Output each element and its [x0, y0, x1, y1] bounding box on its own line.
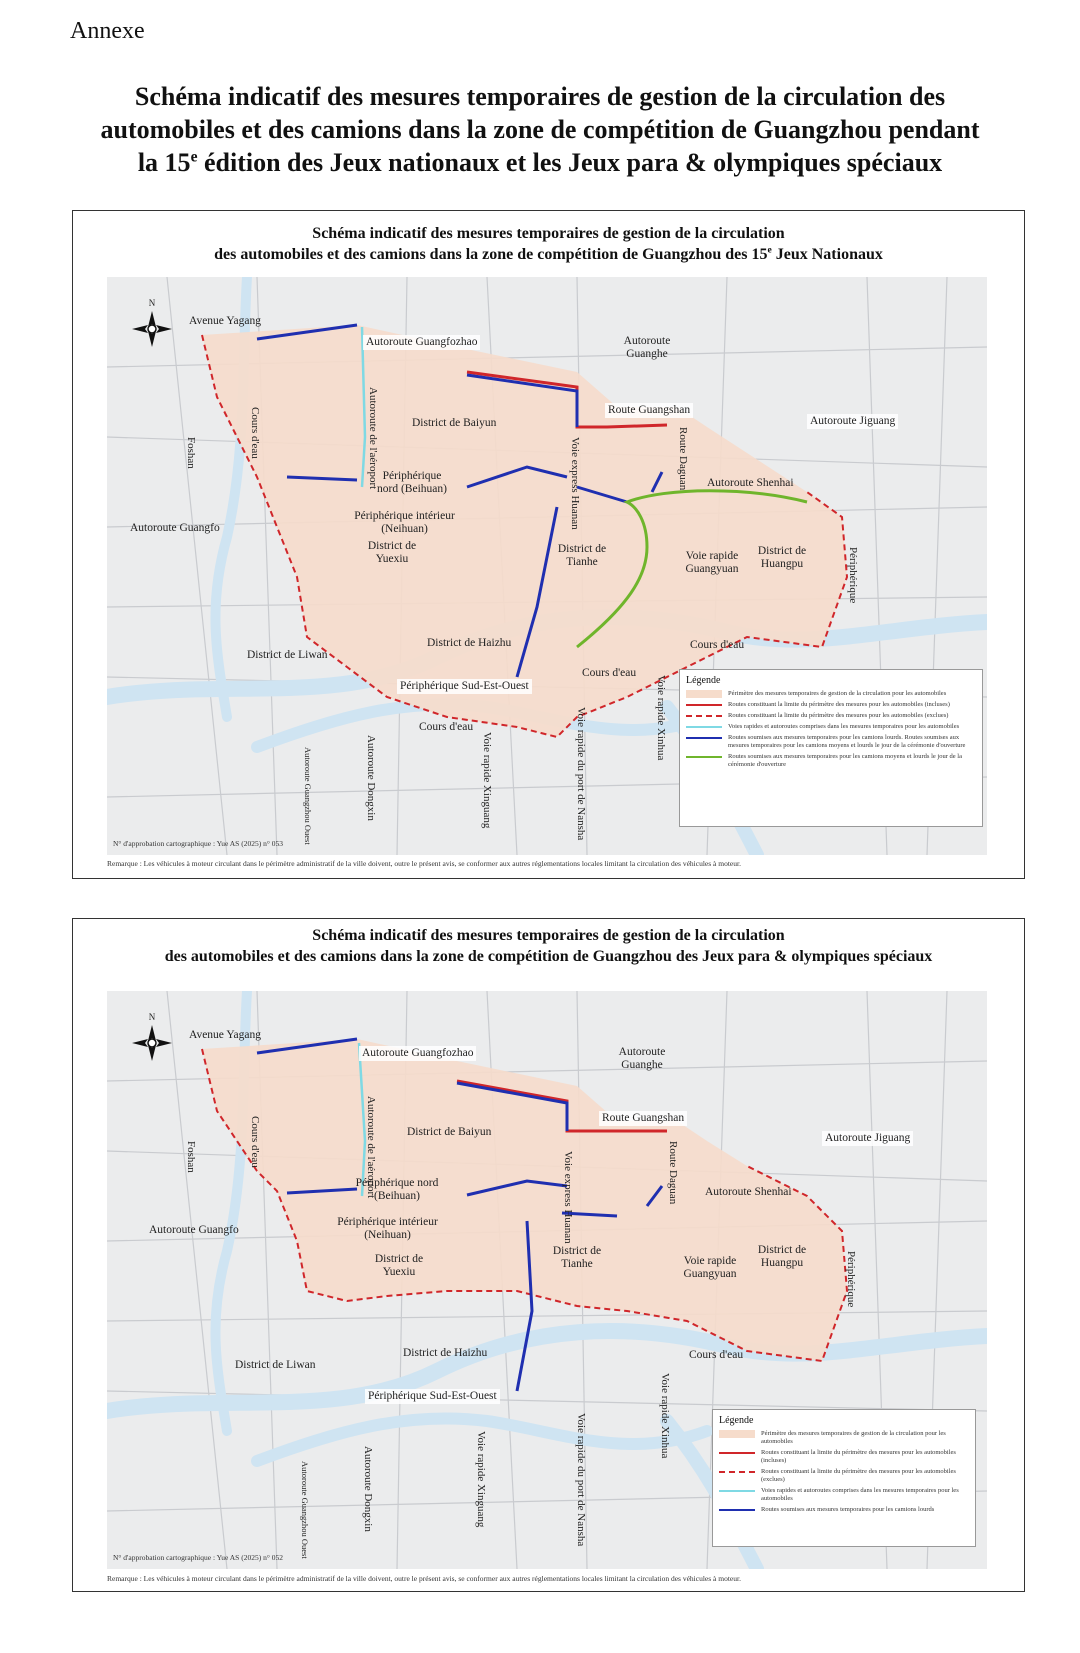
map-1-title-line-1: Schéma indicatif des mesures temporaires de gestion de la circulation — [312, 225, 785, 242]
label-route-daguan: Route Daguan — [677, 427, 689, 491]
document-title-line-3 — [40, 146, 1040, 179]
legend-swatch-cyan — [719, 1487, 755, 1495]
label-district-baiyun: District de Baiyun — [412, 417, 497, 429]
label-autoroute-shenhai: Autoroute Shenhai — [707, 477, 794, 489]
legend-text: Routes constituant la limite du périmètre des mesures pour les automobiles (incluses) — [728, 701, 950, 708]
map-1-title-line-2 — [73, 244, 1024, 265]
legend-swatch-blue — [686, 734, 722, 742]
legend-swatch-red-dashed — [686, 712, 722, 720]
label-avenue-yagang: Avenue Yagang — [189, 315, 261, 327]
label-district-yuexiu: District de Yuexiu — [367, 540, 417, 565]
label-avenue-yagang: Avenue Yagang — [189, 1029, 261, 1041]
label-voie-rapide-guangyuan: Voie rapide Guangyuan — [683, 1255, 737, 1280]
legend-swatch-cyan — [686, 723, 722, 731]
legend-swatch-perimeter — [719, 1430, 755, 1438]
map-1-approval-number: N° d'approbation cartographique : Yue AS (2025) n° 053 — [113, 839, 283, 848]
legend-row — [686, 690, 976, 698]
label-district-huangpu: District de Huangpu — [757, 1244, 807, 1269]
label-district-baiyun: District de Baiyun — [407, 1126, 492, 1138]
label-autoroute-guangfo: Autoroute Guangfo — [149, 1224, 239, 1236]
label-autoroute-guanghe: Autoroute Guanghe — [618, 1046, 666, 1071]
label-autoroute-guangzhou-ouest: Autoroute Guangzhou Ouest — [303, 747, 313, 845]
label-district-liwan: District de Liwan — [235, 1359, 316, 1371]
label-autoroute-dongxin: Autoroute Dongxin — [365, 735, 377, 821]
label-cours-deau-east: Cours d'eau — [689, 1349, 744, 1361]
legend-text: Routes constituant la limite du périmètre des mesures pour les automobiles (exclues) — [761, 1468, 956, 1483]
legend-text: Voies rapides et autoroutes comprises dans les mesures temporaires pour les automobiles — [761, 1487, 959, 1502]
legend-row — [686, 753, 976, 769]
label-peripherique-interieur: Périphérique intérieur (Neihuan) — [354, 510, 455, 535]
label-voie-rapide-xinguang: Voie rapide Xinguang — [475, 1431, 487, 1528]
legend-row — [686, 712, 976, 720]
legend-swatch-red-solid — [719, 1449, 755, 1457]
label-district-tianhe: District de Tianhe — [552, 1245, 602, 1270]
north-label: N — [148, 1012, 156, 1022]
label-district-yuexiu: District de Yuexiu — [374, 1253, 424, 1278]
label-autoroute-dongxin: Autoroute Dongxin — [362, 1446, 374, 1532]
label-district-tianhe: District de Tianhe — [557, 543, 607, 568]
title-line-3-part-b: édition des Jeux nationaux et les Jeux para & olympiques spéciaux — [197, 148, 943, 177]
legend-title: Légende — [686, 675, 721, 686]
label-peripherique-east: Périphérique — [845, 1251, 857, 1308]
annex-label: Annexe — [70, 18, 145, 44]
legend-row — [719, 1449, 969, 1465]
label-route-guangshan: Route Guangshan — [599, 1111, 687, 1126]
label-autoroute-guangfozhao: Autoroute Guangfozhao — [359, 1046, 476, 1061]
map-panel-1 — [72, 210, 1025, 879]
label-foshan: Foshan — [185, 437, 197, 469]
label-peripherique-interieur: Périphérique intérieur (Neihuan) — [337, 1216, 438, 1241]
label-autoroute-shenhai: Autoroute Shenhai — [705, 1186, 792, 1198]
label-cours-deau-mid: Cours d'eau — [582, 667, 637, 679]
map-1-title-part-b: Jeux Nationaux — [771, 246, 883, 263]
legend-row — [719, 1430, 969, 1446]
north-label: N — [148, 298, 156, 308]
label-district-huangpu: District de Huangpu — [757, 545, 807, 570]
label-autoroute-aeroport: Autoroute de l'aéroport — [367, 387, 379, 490]
map-2-title-line-2: des automobiles et des camions dans la zone de compétition de Guangzhou des Jeux para & olympiques spéciaux — [164, 948, 933, 965]
legend-swatch-red-dashed — [719, 1468, 755, 1476]
label-cours-deau-west: Cours d'eau — [249, 1116, 261, 1168]
perimeter-zone — [202, 1039, 847, 1361]
label-voie-rapide-nansha: Voie rapide du port de Nansha — [575, 707, 587, 841]
north-arrow-icon — [129, 297, 175, 353]
north-arrow-icon — [129, 1011, 175, 1067]
legend-text: Voies rapides et autoroutes comprises dans les mesures temporaires pour les automobiles — [728, 723, 960, 730]
map-2-approval-number: N° d'approbation cartographique : Yue AS (2025) n° 052 — [113, 1553, 283, 1562]
legend-text: Routes soumises aux mesures temporaires pour les camions moyens et lourds le jour de la cérémonie d'ouverture — [728, 753, 962, 768]
label-peripherique-nord: Périphérique nord (Beihuan) — [377, 470, 447, 495]
legend-text: Routes constituant la limite du périmètre des mesures pour les automobiles (incluses) — [761, 1449, 956, 1464]
map-1-legend — [679, 669, 983, 827]
map-1-title-part-a: des automobiles et des camions dans la zone de compétition de Guangzhou des 15 — [214, 246, 768, 263]
label-voie-rapide-xinhua: Voie rapide Xinhua — [655, 675, 667, 761]
label-route-daguan: Route Daguan — [667, 1141, 679, 1205]
label-voie-express-huanan: Voie express Huanan — [562, 1151, 574, 1244]
label-voie-rapide-guangyuan: Voie rapide Guangyuan — [685, 550, 739, 575]
label-autoroute-jiguang: Autoroute Jiguang — [822, 1131, 913, 1146]
map-2-title-line-1: Schéma indicatif des mesures temporaires de gestion de la circulation — [312, 927, 785, 944]
label-district-haizhu: District de Haizhu — [427, 637, 512, 649]
label-cours-deau-west: Cours d'eau — [249, 407, 261, 459]
map-2-remark: Remarque : Les véhicules à moteur circulant dans le périmètre administratif de la ville doivent, outre le présent avis, se conformer aux autres réglementations locales limitant la circulation des véhicules à moteur. — [107, 1574, 741, 1583]
document-title-line-2: automobiles et des camions dans la zone de compétition de Guangzhou pendant — [100, 115, 980, 144]
label-voie-express-huanan: Voie express Huanan — [569, 437, 581, 530]
legend-text: Périmètre des mesures temporaires de gestion de la circulation pour les automobiles — [728, 690, 947, 697]
label-peripherique-sud-est-ouest: Périphérique Sud-Est-Ouest — [397, 679, 532, 694]
label-voie-rapide-xinguang: Voie rapide Xinguang — [481, 732, 493, 829]
legend-row — [719, 1506, 969, 1514]
label-peripherique-east: Périphérique — [847, 547, 859, 604]
label-autoroute-guangfo: Autoroute Guangfo — [130, 522, 220, 534]
label-peripherique-sud-est-ouest: Périphérique Sud-Est-Ouest — [365, 1389, 500, 1404]
map-2-title — [73, 925, 1024, 967]
label-foshan: Foshan — [185, 1141, 197, 1173]
map-1 — [107, 277, 987, 855]
legend-row — [719, 1468, 969, 1484]
map-2-legend — [712, 1409, 976, 1547]
legend-swatch-red-solid — [686, 701, 722, 709]
label-peripherique-nord: Périphérique nord (Beihuan) — [355, 1177, 439, 1202]
label-district-haizhu: District de Haizhu — [403, 1347, 488, 1359]
legend-text: Routes soumises aux mesures temporaires pour les camions lourds — [761, 1506, 935, 1513]
legend-title: Légende — [719, 1415, 754, 1426]
map-2 — [107, 991, 987, 1569]
map-panel-2 — [72, 918, 1025, 1592]
map-1-title — [73, 223, 1024, 265]
document-title — [40, 80, 1040, 179]
legend-row — [686, 723, 976, 731]
legend-row — [719, 1487, 969, 1503]
title-superscript: e — [190, 148, 198, 166]
map-1-remark: Remarque : Les véhicules à moteur circulant dans le périmètre administratif de la ville doivent, outre le présent avis, se conformer aux autres réglementations locales limitant la circulation des véhicules à moteur. — [107, 859, 741, 868]
legend-row — [686, 701, 976, 709]
label-autoroute-jiguang: Autoroute Jiguang — [807, 414, 898, 429]
legend-swatch-perimeter — [686, 690, 722, 698]
legend-text: Routes soumises aux mesures temporaires pour les camions lourds. Routes soumises aux mesures temporaires pour les camions moyens et lourds le jour de la cérémonie d'ouverture — [728, 734, 966, 749]
label-district-liwan: District de Liwan — [247, 649, 328, 661]
label-cours-deau-south: Cours d'eau — [419, 721, 474, 733]
label-route-guangshan: Route Guangshan — [605, 403, 693, 418]
title-line-3-part-a: la 15 — [137, 148, 191, 177]
legend-text: Périmètre des mesures temporaires de gestion de la circulation pour les automobiles — [761, 1430, 946, 1445]
map-1-title-superscript: e — [767, 244, 772, 256]
label-autoroute-aeroport: Autoroute de l'aéroport — [365, 1096, 377, 1199]
legend-swatch-green — [686, 753, 722, 761]
legend-text: Routes constituant la limite du périmètre des mesures pour les automobiles (exclues) — [728, 712, 949, 719]
label-cours-deau-east: Cours d'eau — [690, 639, 745, 651]
label-autoroute-guangzhou-ouest: Autoroute Guangzhou Ouest — [300, 1461, 310, 1559]
label-autoroute-guangfozhao: Autoroute Guangfozhao — [363, 335, 480, 350]
legend-swatch-blue — [719, 1506, 755, 1514]
legend-row — [686, 734, 976, 750]
label-voie-rapide-xinhua: Voie rapide Xinhua — [659, 1373, 671, 1459]
label-voie-rapide-nansha: Voie rapide du port de Nansha — [575, 1413, 587, 1547]
document-title-line-1: Schéma indicatif des mesures temporaires de gestion de la circulation des — [134, 82, 946, 111]
label-autoroute-guanghe: Autoroute Guanghe — [623, 335, 671, 360]
